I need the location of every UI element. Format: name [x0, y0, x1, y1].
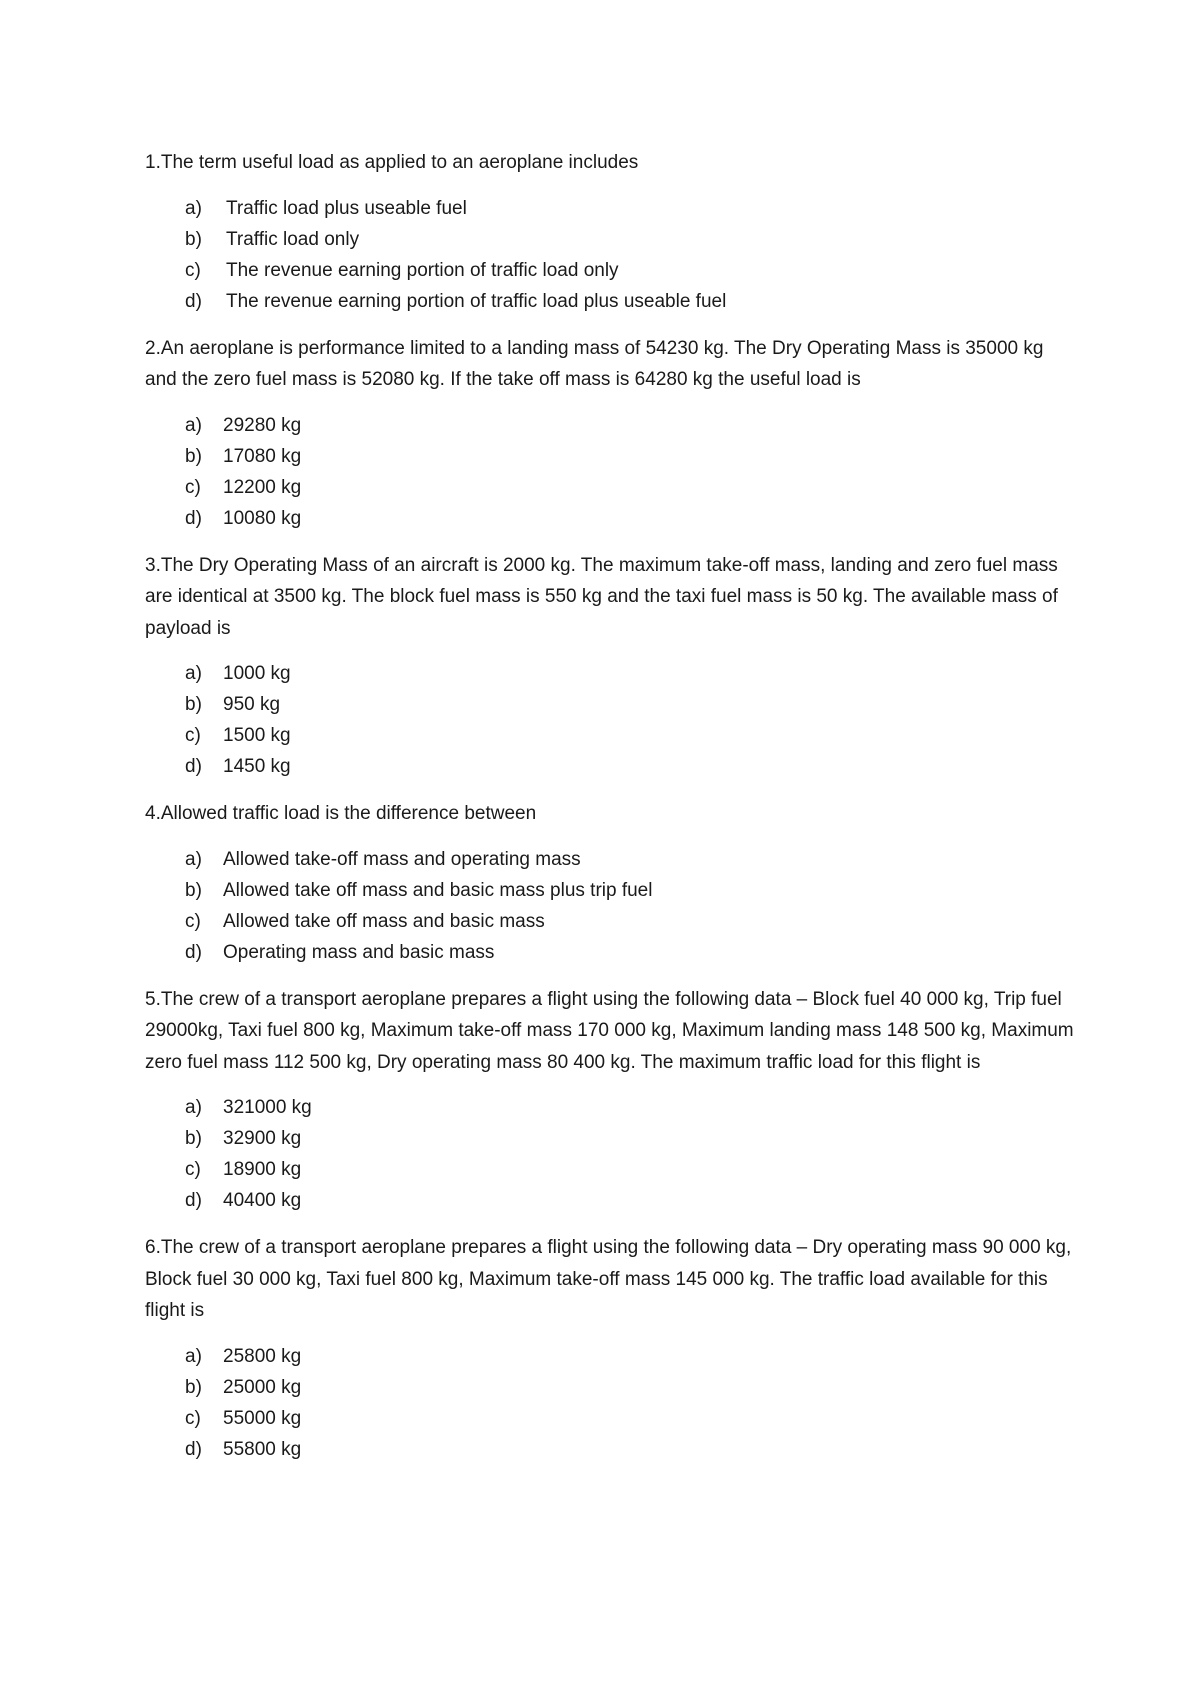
option-text: 1450 kg: [223, 756, 291, 777]
option-item: [145, 224, 1075, 255]
option-text: Traffic load only: [226, 228, 360, 250]
question-text: 1.The term useful load as applied to an aeroplane includes: [145, 152, 639, 173]
option-item: [145, 410, 1075, 441]
option-item: [145, 1092, 1075, 1123]
option-text: Allowed take off mass and basic mass plus trip fuel: [223, 879, 653, 901]
option-item: [145, 937, 1075, 968]
option-item: [145, 1403, 1075, 1434]
option-letter: a): [185, 663, 202, 684]
option-item: [145, 193, 1075, 224]
option-letter: d): [185, 290, 202, 312]
question-5: [145, 984, 1075, 1217]
option-item: [145, 689, 1075, 720]
option-letter: a): [185, 197, 202, 219]
option-item: [145, 875, 1075, 906]
option-letter: b): [185, 445, 202, 467]
option-text: 1000 kg: [223, 663, 291, 684]
option-text: 12200 kg: [223, 476, 302, 498]
option-item: [145, 441, 1075, 472]
option-list: [145, 410, 1075, 534]
question-text: 6.The crew of a transport aeroplane prepares a flight using the following data – Dry operating mass 90 000 kg, Block fuel 30 000 kg, Taxi fuel 800 kg, Maximum take-off mass 145 000 kg. The traffic load available for this flight is: [145, 1237, 1072, 1321]
option-item: [145, 906, 1075, 937]
option-text: Allowed take off mass and basic mass: [223, 910, 545, 932]
option-list: [145, 193, 1075, 317]
option-letter: d): [185, 756, 202, 777]
option-text: 17080 kg: [223, 445, 302, 467]
option-letter: d): [185, 1438, 202, 1460]
option-item: [145, 751, 1075, 782]
option-letter: a): [185, 1097, 202, 1118]
option-list: [145, 658, 1075, 782]
option-text: 55800 kg: [223, 1438, 302, 1460]
option-item: [145, 286, 1075, 317]
question-2: [145, 333, 1075, 534]
option-letter: c): [185, 476, 201, 498]
option-text: 321000 kg: [223, 1097, 312, 1118]
option-item: [145, 1372, 1075, 1403]
option-item: [145, 472, 1075, 503]
option-text: 32900 kg: [223, 1128, 302, 1149]
question-1: [145, 147, 1075, 317]
question-text: 4.Allowed traffic load is the difference between: [145, 803, 537, 824]
option-item: [145, 844, 1075, 875]
option-item: [145, 658, 1075, 689]
option-letter: b): [185, 228, 202, 250]
option-letter: d): [185, 507, 202, 529]
option-letter: d): [185, 1190, 202, 1211]
question-text: 2.An aeroplane is performance limited to a landing mass of 54230 kg. The Dry Operating Mass is 35000 kg and the zero fuel mass is 52080 kg. If the take off mass is 64280 kg the useful load is: [145, 337, 1044, 390]
question-text: 5.The crew of a transport aeroplane prepares a flight using the following data – Block fuel 40 000 kg, Trip fuel 29000kg, Taxi fuel 800 kg, Maximum take-off mass 170 000 kg, Maximum landing mass 148 500 kg, Maximum zero fuel mass 112 500 kg, Dry operating mass 80 400 kg. The maximum traffic load for this flight is: [145, 988, 1074, 1073]
option-text: 29280 kg: [223, 414, 302, 436]
option-letter: b): [185, 879, 202, 901]
option-item: [145, 255, 1075, 286]
option-letter: c): [185, 910, 201, 932]
option-text: Traffic load plus useable fuel: [226, 197, 467, 219]
option-text: Allowed take-off mass and operating mass: [223, 848, 581, 870]
option-list: [145, 844, 1075, 968]
option-text: 25000 kg: [223, 1376, 302, 1398]
option-text: Operating mass and basic mass: [223, 941, 495, 963]
option-letter: a): [185, 1345, 202, 1367]
option-item: [145, 1341, 1075, 1372]
option-text: 1500 kg: [223, 725, 291, 746]
option-item: [145, 1123, 1075, 1154]
option-text: 40400 kg: [223, 1190, 302, 1211]
question-6: [145, 1232, 1075, 1465]
option-letter: c): [185, 259, 201, 281]
option-text: 25800 kg: [223, 1345, 302, 1367]
option-letter: b): [185, 1376, 202, 1398]
document-body: [145, 147, 1075, 1481]
option-text: The revenue earning portion of traffic load plus useable fuel: [226, 290, 727, 312]
option-text: 10080 kg: [223, 507, 302, 529]
option-item: [145, 1154, 1075, 1185]
option-text: The revenue earning portion of traffic load only: [226, 259, 619, 281]
option-text: 18900 kg: [223, 1159, 302, 1180]
option-item: [145, 720, 1075, 751]
option-letter: c): [185, 725, 201, 746]
option-letter: b): [185, 694, 202, 715]
option-list: [145, 1341, 1075, 1465]
question-text: 3.The Dry Operating Mass of an aircraft is 2000 kg. The maximum take-off mass, landing and zero fuel mass are identical at 3500 kg. The block fuel mass is 550 kg and the taxi fuel mass is 50 kg. The available mass of payload is: [145, 554, 1058, 639]
option-letter: a): [185, 414, 202, 436]
option-list: [145, 1092, 1075, 1216]
option-item: [145, 503, 1075, 534]
option-letter: c): [185, 1159, 201, 1180]
option-text: 950 kg: [223, 694, 281, 715]
question-4: [145, 798, 1075, 968]
option-letter: c): [185, 1407, 201, 1429]
option-letter: b): [185, 1128, 202, 1149]
option-item: [145, 1434, 1075, 1465]
option-item: [145, 1185, 1075, 1216]
question-3: [145, 550, 1075, 783]
option-letter: a): [185, 848, 202, 870]
option-text: 55000 kg: [223, 1407, 302, 1429]
option-letter: d): [185, 941, 202, 963]
